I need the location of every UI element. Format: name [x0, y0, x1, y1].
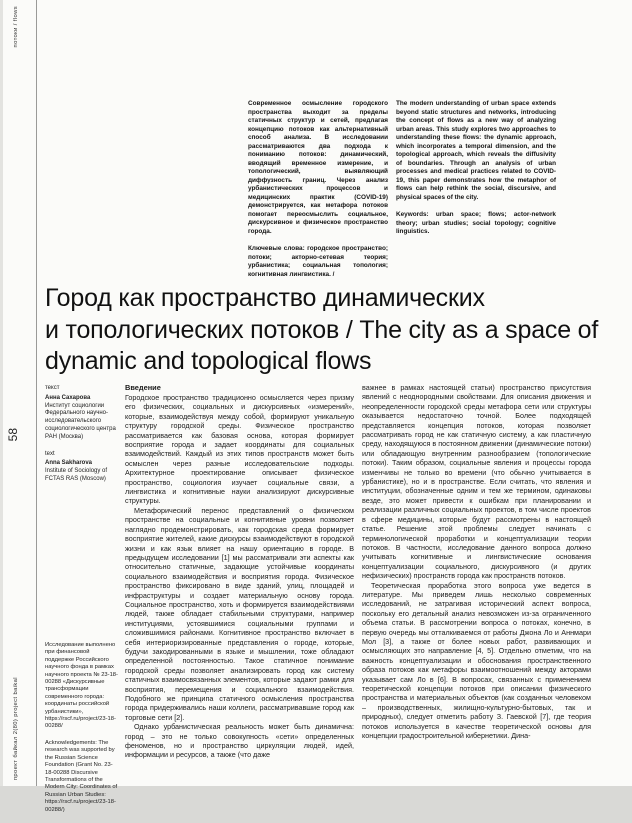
author-info: [45, 385, 119, 493]
author-name-en: Anna Sakharova: [45, 460, 93, 467]
funding-note: [45, 642, 119, 823]
issue-theme-spine-text: потоки / flows: [13, 6, 19, 48]
funding-note-ru: Исследование выполнено при финансовой поддержке Российского научного фонда в рамках научного проекта № 23-18-00288 «Дискурсивные трансформации современного города: координаты российской урбанистики», https://rscf.ru/project/23-18-00288/: [45, 642, 118, 730]
journal-title-spine-text: проект байкал 2(80) project baikal: [13, 676, 19, 780]
body-paragraph: важнее в рамках настоящей статьи) пространство присутствия явлений с неоднородными свойствами. Для описания движения и неопределенности городской среды метафора сети или структуры оказывается недостаточно точной. Более подходящей представляется концепция потоков, которая позволяет рассматривать город не как статичную систему, а как пластичную среду, находящуюся в постоянном движении (динамические потоки) или обладающую внутренним разнообразием (топологические потоки). Таким образом, социальные явления и процессы города изменчивы не только во времени (что обычно учитывается в урбанистике), но и в пространстве. Если считать, что явления и институции, обозначенные одним и тем же термином, одинаковы везде, это может привести к ошибкам при планировании и реализации различных социальных проектов, в том числе проектов в сфере медицины, которые будут рассмотрены в настоящей статье. Решение этой проблемы следует начинать с терминологической проработки и концептуализации теории потоков. В частности, исследование данного вопроса должно учитывать когнитивные и лингвистические основания концептуализации социального, дискурсивного (и других нефизических) пространств города как пространств потоков.: [362, 383, 591, 581]
section-heading-introduction: Введение: [125, 383, 161, 392]
keywords-english: Keywords: urban space; flows; actor-network theory; urban studies; social topology; cognitive linguistics.: [396, 211, 556, 235]
article-title-line-2: и топологических потоков / The city as a space of: [45, 315, 599, 344]
body-paragraph: Городское пространство традиционно осмысляется через призму его физических, социальных и дискурсивных «измерений», которые, взаимодействуя между собой, формируют уникальную структуру городской среды. Физическое пространство рассматривается как базовая основа, которая формирует восприятие города и задает координаты для социальных взаимодействий. Каждый из этих типов пространств может быть осмыслен через разные исследовательские подходы. Архитектурное проектирование описывает физическое пространство, социология изучает социальные связи, а лингвистика и когнитивные науки анализируют дискурсивные структуры.: [125, 393, 354, 506]
author-name-ru: Анна Сахарова: [45, 394, 91, 401]
article-title-line-3: dynamic and topological flows: [45, 347, 372, 375]
margin-rule-line: [36, 0, 37, 786]
author-affiliation-en: Institute of Sociology of FCTAS RAS (Moscow): [45, 468, 108, 482]
body-paragraph: Метафорический перенос представлений о физическом пространстве на социальные и когнитивные уровни позволяет наглядно продемонстрировать, как городская среда формирует восприятие жителей, какие дискурсы взаимодействуют в городской жизни и как язык влияет на нашу ориентацию в городе. В предыдущем исследовании [1] мы рассматривали эти аспекты как относительно статичные, задающие устойчивые координаты социального взаимодействия и восприятия города. Физическое пространство фиксировано в виде зданий, улиц, площадей и инфраструктуры и создает материальную основу города. Социальное пространство, хоть и формируется взаимодействиями людей, также обладает стабильными структурами, например институциями, устоявшимися социальными группами и сложившимися районами. Когнитивное пространство включает в себя интериоризированные представления о городе, которые, будучи закодированными в языке и мышлении, тоже обладают определенной постоянностью. Такое статичное понимание городской среды позволяет анализировать город как систему статичных взаимосвязанных элементов, которые задают рамки для восприятия, перемещения и социального взаимодействия. Подобного же принципа статичного осмысления пространства города придерживались наши коллеги, рассматривавшие город как торговые сети [2].: [125, 505, 354, 722]
abstract-english: [396, 100, 556, 237]
body-paragraph: Теоретическая проработка этого вопроса уже ведется в литературе. Мы приведем лишь несколько современных исследований, не затрагивая исторический аспект вопроса, поскольку его детальный анализ невозможен из-за ограниченного объема статьи. В рассмотрении вопроса о потоках, конечно, в первую очередь мы отталкиваемся от работы Джона Ло и Аннмари Мол [3], а также от более новых работ, развивающих и осмысляющих это направление [4, 5]. Отдельно отметим, что на важность концептуализации и обоснования пространственного образа потоков как метафоры взаимоотношений между акторами указывает сам Ло в [6]. В вопросах, связанных с применением теоретической концепции потоков при описании физического пространства и материальных объектов (как созданных человеком – производственных, жилищно-культурно-бытовых, так и природных), следует отметить работу З. Гаевской [7], где теория потоков используется в качестве теоретической основы для концепции градостроительной кибернетики. Дина-: [362, 580, 591, 741]
article-title-line-1: Город как пространство динамических: [45, 284, 485, 312]
abstract-russian: [248, 100, 388, 279]
body-paragraph: Однако урбанистическая реальность может быть динамична: город – это не только совокупность «сети» определенных феноменов, но и пространство циркуляции людей, идей, информации и ресурсов, а также (что даже: [125, 722, 354, 760]
page-number: 58: [6, 428, 20, 442]
abstract-english-text: The modern understanding of urban space extends beyond static structures and networks, introducing the concept of flows as a new way of analyzing urban areas. This study explores two approaches to understanding these flows: the dynamic approach, which incorporates a temporal dimension, and the topological approach, which reveals the diffusivity of boundaries. Through an analysis of urban processes and medical practices related to COVID-19, this paper demonstrates how the metaphor of flows can help rethink the social, discursive, and physical spaces of the city.: [396, 100, 556, 201]
page-scan-edge: [0, 0, 3, 786]
funding-note-en: Acknowledgements: The research was supported by the Russian Science Foundation (Grant No. 23-18-00288 Discursive Transformations of the Modern City: Coordinates of Russian Urban Studies: https://rscf.ru/project/23-18-00288/): [45, 739, 118, 813]
abstract-russian-text: Современное осмысление городского пространства выходит за пределы статичных структур и сетей, предлагая концепцию потоков как альтернативный способ анализа. В исследовании рассматриваются два подхода к пониманию потоков: динамический, вводящий временное измерение, и топологический, выявляющий диффузность границ. Через анализ урбанистических процессов и медицинских практик (COVID-19) демонстрируется, как метафора потоков помогает переосмыслить социальное, дискурсивное и физическое пространство города.: [248, 100, 388, 235]
article-title: [45, 283, 605, 378]
body-column-2: [362, 383, 591, 740]
author-affiliation-ru: Институт социологии Федерального научно-исследовательского социологического центра РАН (Москва): [45, 402, 116, 440]
author-label-en: text: [45, 450, 55, 457]
author-label-ru: текст: [45, 385, 60, 391]
body-column-1: [125, 383, 354, 760]
keywords-russian: Ключевые слова: городское пространство; потоки; акторно-сетевая теория; урбанистика; социальная топология; когнитивная лингвистика. /: [248, 245, 388, 278]
